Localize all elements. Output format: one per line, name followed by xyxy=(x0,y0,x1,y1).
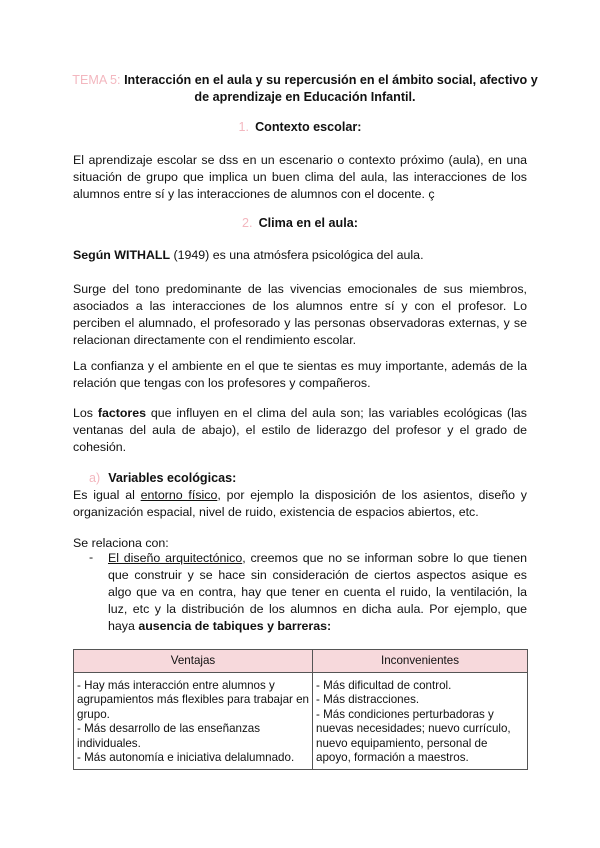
subsection-a-title: Variables ecológicas: xyxy=(108,471,237,485)
section-1-number: 1. xyxy=(238,120,250,134)
section-2-heading xyxy=(0,216,600,230)
bullet-dash: - xyxy=(89,550,94,564)
factors-bold: factores xyxy=(97,406,147,420)
list-item xyxy=(108,550,527,635)
title-line-1: Interacción en el aula y su repercusión en el ámbito social, afectivo y xyxy=(124,73,538,87)
section-2-number: 2. xyxy=(242,216,253,230)
factors-pre: Los xyxy=(73,406,98,420)
withall-paragraph xyxy=(73,247,527,264)
ecological-pre: Es igual al xyxy=(73,488,141,502)
climate-paragraph: Surge del tono predominante de las vivencias emocionales de sus miembros, asociados a las interacciones de los alumnos entre sí y con el profesor. Lo perciben el alumnado, el profesorado y las personas observadoras externas, y se relacionan directamente con el rendimiento escolar. xyxy=(73,282,527,347)
factors-post: que influyen en el clima del aula son; las variables ecológicas (las ventanas del aula de abajo), el estilo de liderazgo del profesor y el grado de cohesión. xyxy=(73,406,527,454)
document-title xyxy=(70,72,540,106)
withall-text: (1949) es una atmósfera psicológica del aula. xyxy=(170,248,424,262)
header-inconvenientes: Inconvenientes xyxy=(313,650,528,673)
withall-author: Según WITHALL xyxy=(73,248,171,262)
section-1-heading xyxy=(0,120,600,134)
subsection-a-heading xyxy=(89,471,236,485)
table-header-row xyxy=(74,650,528,673)
cell-inconvenientes xyxy=(313,673,528,770)
pros-cons-table xyxy=(73,649,528,770)
factors-paragraph xyxy=(73,405,527,456)
list-item-text: , creemos que no se informan sobre lo que tienen que construir y se hace sin consideración de ciertos aspectos asique es algo que va en contra, hay que tener en cuenta el ruido, la ventilación, la luz, etc y la distribución de los alumnos en dicha aula. Por ejemplo, que haya xyxy=(108,551,527,633)
title-line-2: de aprendizaje en Educación Infantil. xyxy=(194,90,416,104)
ecological-post: , por ejemplo la disposición de los asientos, diseño y organización espacial, nivel de ruido, existencia de espacios abiertos, etc. xyxy=(73,488,527,519)
topic-tag: TEMA 5: xyxy=(72,73,121,87)
header-ventajas: Ventajas xyxy=(74,650,313,673)
inconvenientes-text: - Más dificultad de control. - Más distracciones. - Más condiciones perturbadoras y nuevas necesidades; nuevo currículo, nuevo equipamiento, personal de apoyo, formación a maestros. xyxy=(316,679,511,765)
confidence-paragraph: La confianza y el ambiente en el que te sientas es muy importante, además de la relación que tengas con los profesores y compañeros. xyxy=(73,359,527,390)
table-row xyxy=(74,673,528,770)
section-2-title: Clima en el aula: xyxy=(258,216,358,230)
relates-to-label: Se relaciona con: xyxy=(73,536,169,550)
cell-ventajas xyxy=(74,673,313,770)
architectural-design-term: El diseño arquitectónico xyxy=(108,551,243,565)
section-1-paragraph: El aprendizaje escolar se dss en un escenario o contexto próximo (aula), en una situación de grupo que implica un buen clima del aula, las interacciones de los alumnos entre sí y las interacciones de alumnos con el docente. ç xyxy=(73,153,527,201)
subsection-a-number: a) xyxy=(89,471,101,485)
section-1-title: Contexto escolar: xyxy=(255,120,362,134)
list-item-bold: ausencia de tabiques y barreras: xyxy=(138,619,332,633)
ventajas-text: - Hay más interacción entre alumnos y agrupamientos más flexibles para trabajar en grupo. - Más desarrollo de las enseñanzas individuales. - Más autonomía e iniciativa delalumnado. xyxy=(77,679,309,765)
ecological-paragraph xyxy=(73,487,527,521)
physical-environment-term: entorno físico xyxy=(140,488,218,502)
